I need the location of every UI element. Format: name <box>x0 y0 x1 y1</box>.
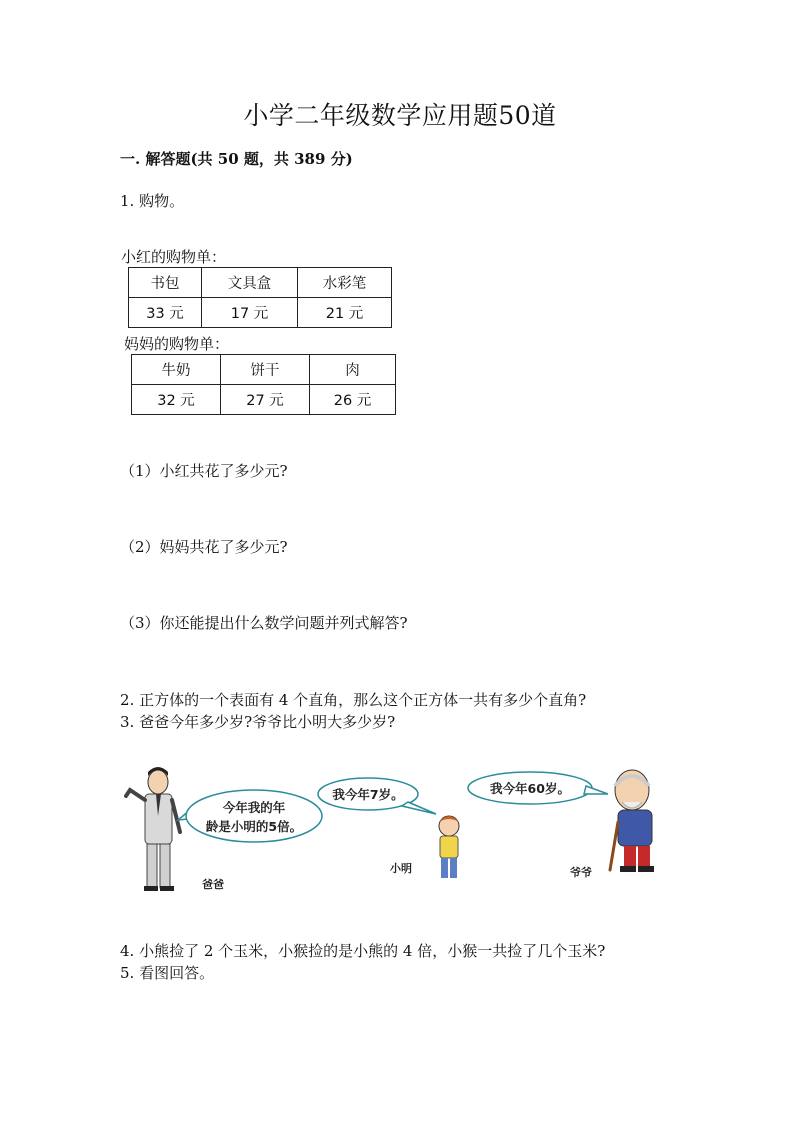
question-1-part-1: （1）小红共花了多少元? <box>120 462 288 480</box>
dad-label: 爸爸 <box>202 878 224 891</box>
xiaohong-shopping-table <box>128 267 392 328</box>
age-illustration <box>118 760 678 900</box>
question-5: 5. 看图回答。 <box>120 964 215 982</box>
table-cell: 饼干 <box>221 355 310 385</box>
table-cell: 水彩笔 <box>298 268 392 298</box>
question-1-part-2: （2）妈妈共花了多少元? <box>120 538 288 556</box>
table-cell: 33 元 <box>129 298 202 328</box>
table-row <box>129 268 392 298</box>
question-1: 1. 购物。 <box>120 192 185 210</box>
dad-bubble-line-2: 龄是小明的5倍。 <box>205 819 303 834</box>
xiaoming-label: 小明 <box>390 862 412 875</box>
xiaoming-figure <box>439 816 459 878</box>
table-cell: 肉 <box>310 355 396 385</box>
mama-list-caption: 妈妈的购物单： <box>124 335 230 353</box>
grandpa-bubble-text: 我今年60岁。 <box>490 781 570 796</box>
grandpa-label: 爷爷 <box>570 866 592 879</box>
table-row <box>132 355 396 385</box>
page-title: 小学二年级数学应用题50道 <box>243 101 557 130</box>
dad-speech-bubble <box>178 790 322 842</box>
dad-figure <box>126 767 180 891</box>
xiaoming-bubble-text: 我今年7岁。 <box>332 787 404 802</box>
xiaohong-list-caption: 小红的购物单： <box>121 248 227 266</box>
table-cell: 21 元 <box>298 298 392 328</box>
table-row <box>129 298 392 328</box>
dad-bubble-line-1: 今年我的年 <box>222 800 286 815</box>
table-row <box>132 385 396 415</box>
grandpa-speech-bubble <box>468 772 608 804</box>
question-4: 4. 小熊捡了 2 个玉米，小猴捡的是小熊的 4 倍，小猴一共捡了几个玉米? <box>120 942 606 960</box>
table-cell: 牛奶 <box>132 355 221 385</box>
question-2: 2. 正方体的一个表面有 4 个直角，那么这个正方体一共有多少个直角? <box>120 691 587 709</box>
table-cell: 32 元 <box>132 385 221 415</box>
table-cell: 27 元 <box>221 385 310 415</box>
mama-shopping-table <box>131 354 396 415</box>
section-heading: 一. 解答题(共 50 题，共 389 分) <box>120 150 353 168</box>
question-3: 3. 爸爸今年多少岁?爷爷比小明大多少岁? <box>120 713 396 731</box>
table-cell: 26 元 <box>310 385 396 415</box>
grandpa-figure <box>610 770 654 872</box>
table-cell: 文具盒 <box>202 268 298 298</box>
xiaoming-speech-bubble <box>318 778 436 814</box>
table-cell: 书包 <box>129 268 202 298</box>
table-cell: 17 元 <box>202 298 298 328</box>
question-1-part-3: （3）你还能提出什么数学问题并列式解答? <box>120 614 408 632</box>
